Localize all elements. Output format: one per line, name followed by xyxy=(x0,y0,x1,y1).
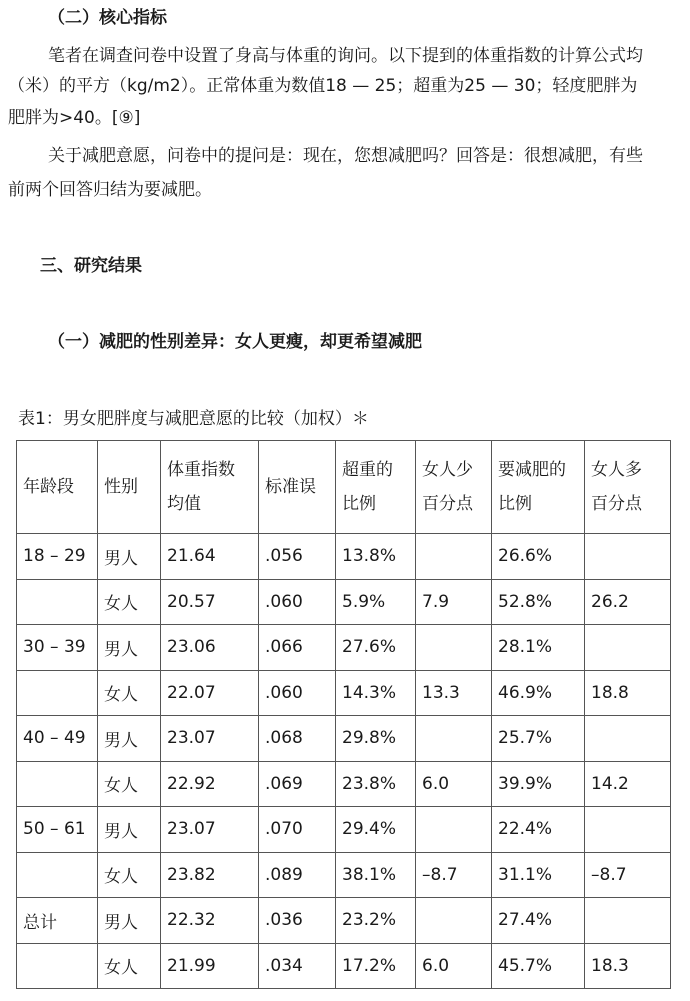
cell-gender: 男人 xyxy=(98,898,161,944)
cell-want-lose-weight-ratio: 25.7% xyxy=(492,716,585,762)
cell-bmi-mean: 22.07 xyxy=(161,670,259,716)
cell-women-fewer-points: 6.0 xyxy=(416,761,492,807)
header-bmi-mean: 体重指数 均值 xyxy=(161,441,259,534)
paragraph-2-line-2: 前两个回答归结为要减肥。 xyxy=(8,180,212,200)
table-body xyxy=(17,534,671,989)
cell-women-more-points: 26.2 xyxy=(585,579,671,625)
cell-std-error: .069 xyxy=(259,761,336,807)
cell-women-more-points: –8.7 xyxy=(585,852,671,898)
cell-age-group xyxy=(17,852,98,898)
cell-want-lose-weight-ratio: 31.1% xyxy=(492,852,585,898)
cell-women-more-points: 18.3 xyxy=(585,943,671,989)
header-women-more-points: 女人多 百分点 xyxy=(585,441,671,534)
cell-gender: 女人 xyxy=(98,670,161,716)
table-row xyxy=(17,534,671,580)
subsection-heading-gender-difference: （一）减肥的性别差异：女人更瘦，却更希望减肥 xyxy=(48,332,422,352)
cell-overweight-ratio: 38.1% xyxy=(336,852,416,898)
cell-women-more-points xyxy=(585,898,671,944)
cell-want-lose-weight-ratio: 46.9% xyxy=(492,670,585,716)
cell-women-more-points: 14.2 xyxy=(585,761,671,807)
cell-women-fewer-points: 7.9 xyxy=(416,579,492,625)
cell-women-more-points: 18.8 xyxy=(585,670,671,716)
cell-age-group xyxy=(17,579,98,625)
cell-std-error: .056 xyxy=(259,534,336,580)
cell-women-fewer-points: 13.3 xyxy=(416,670,492,716)
table-caption: 表1：男女肥胖度与减肥意愿的比较（加权）＊ xyxy=(18,409,369,429)
table-row xyxy=(17,807,671,853)
header-age-group: 年龄段 xyxy=(17,441,98,534)
cell-women-more-points xyxy=(585,716,671,762)
cell-std-error: .060 xyxy=(259,579,336,625)
cell-overweight-ratio: 29.4% xyxy=(336,807,416,853)
cell-bmi-mean: 23.07 xyxy=(161,807,259,853)
section-heading-results: 三、研究结果 xyxy=(40,256,142,276)
cell-overweight-ratio: 29.8% xyxy=(336,716,416,762)
table-header-row xyxy=(17,441,671,534)
cell-overweight-ratio: 23.2% xyxy=(336,898,416,944)
cell-gender: 男人 xyxy=(98,534,161,580)
cell-want-lose-weight-ratio: 26.6% xyxy=(492,534,585,580)
cell-age-group: 30 – 39 xyxy=(17,625,98,671)
table-row xyxy=(17,852,671,898)
cell-women-more-points xyxy=(585,625,671,671)
cell-bmi-mean: 23.82 xyxy=(161,852,259,898)
cell-gender: 男人 xyxy=(98,625,161,671)
cell-age-group xyxy=(17,761,98,807)
cell-gender: 女人 xyxy=(98,579,161,625)
cell-std-error: .066 xyxy=(259,625,336,671)
cell-bmi-mean: 21.64 xyxy=(161,534,259,580)
header-overweight-ratio: 超重的 比例 xyxy=(336,441,416,534)
cell-overweight-ratio: 27.6% xyxy=(336,625,416,671)
comparison-table xyxy=(16,440,671,989)
cell-gender: 男人 xyxy=(98,716,161,762)
header-women-fewer-points: 女人少 百分点 xyxy=(416,441,492,534)
cell-want-lose-weight-ratio: 45.7% xyxy=(492,943,585,989)
paragraph-1-line-3: 肥胖为>40。[⑨] xyxy=(8,108,141,128)
cell-want-lose-weight-ratio: 22.4% xyxy=(492,807,585,853)
paragraph-1-line-1: 笔者在调查问卷中设置了身高与体重的询问。以下提到的体重指数的计算公式均 xyxy=(48,46,643,66)
section-heading-core-indicators: （二）核心指标 xyxy=(48,8,167,28)
cell-bmi-mean: 23.06 xyxy=(161,625,259,671)
cell-age-group: 18 – 29 xyxy=(17,534,98,580)
cell-overweight-ratio: 13.8% xyxy=(336,534,416,580)
cell-age-group xyxy=(17,670,98,716)
table-row xyxy=(17,716,671,762)
cell-bmi-mean: 22.32 xyxy=(161,898,259,944)
cell-std-error: .089 xyxy=(259,852,336,898)
header-gender: 性别 xyxy=(98,441,161,534)
paragraph-1-line-2: （米）的平方（kg/m2）。正常体重为数值18 — 25；超重为25 — 30；轻度肥胖为 xyxy=(8,76,638,96)
cell-bmi-mean: 20.57 xyxy=(161,579,259,625)
cell-want-lose-weight-ratio: 27.4% xyxy=(492,898,585,944)
cell-std-error: .060 xyxy=(259,670,336,716)
paragraph-2-line-1: 关于减肥意愿，问卷中的提问是：现在，您想减肥吗？回答是：很想减肥，有些 xyxy=(48,146,643,166)
header-want-lose-weight-ratio: 要减肥的 比例 xyxy=(492,441,585,534)
cell-std-error: .068 xyxy=(259,716,336,762)
cell-gender: 女人 xyxy=(98,852,161,898)
cell-gender: 女人 xyxy=(98,761,161,807)
cell-women-fewer-points: 6.0 xyxy=(416,943,492,989)
table-row xyxy=(17,579,671,625)
cell-std-error: .036 xyxy=(259,898,336,944)
cell-age-group xyxy=(17,943,98,989)
table-row xyxy=(17,943,671,989)
table-row xyxy=(17,761,671,807)
cell-want-lose-weight-ratio: 28.1% xyxy=(492,625,585,671)
cell-age-group: 50 – 61 xyxy=(17,807,98,853)
cell-std-error: .070 xyxy=(259,807,336,853)
cell-women-fewer-points xyxy=(416,807,492,853)
cell-bmi-mean: 22.92 xyxy=(161,761,259,807)
cell-std-error: .034 xyxy=(259,943,336,989)
cell-age-group: 总计 xyxy=(17,898,98,944)
cell-bmi-mean: 23.07 xyxy=(161,716,259,762)
cell-women-fewer-points xyxy=(416,534,492,580)
header-std-error: 标准误 xyxy=(259,441,336,534)
cell-overweight-ratio: 17.2% xyxy=(336,943,416,989)
cell-overweight-ratio: 14.3% xyxy=(336,670,416,716)
table-row xyxy=(17,898,671,944)
cell-want-lose-weight-ratio: 39.9% xyxy=(492,761,585,807)
cell-want-lose-weight-ratio: 52.8% xyxy=(492,579,585,625)
cell-age-group: 40 – 49 xyxy=(17,716,98,762)
cell-bmi-mean: 21.99 xyxy=(161,943,259,989)
cell-gender: 女人 xyxy=(98,943,161,989)
cell-women-more-points xyxy=(585,807,671,853)
cell-gender: 男人 xyxy=(98,807,161,853)
cell-women-fewer-points xyxy=(416,898,492,944)
cell-women-fewer-points xyxy=(416,625,492,671)
cell-women-more-points xyxy=(585,534,671,580)
cell-women-fewer-points: –8.7 xyxy=(416,852,492,898)
table-row xyxy=(17,625,671,671)
table-row xyxy=(17,670,671,716)
cell-women-fewer-points xyxy=(416,716,492,762)
cell-overweight-ratio: 5.9% xyxy=(336,579,416,625)
cell-overweight-ratio: 23.8% xyxy=(336,761,416,807)
